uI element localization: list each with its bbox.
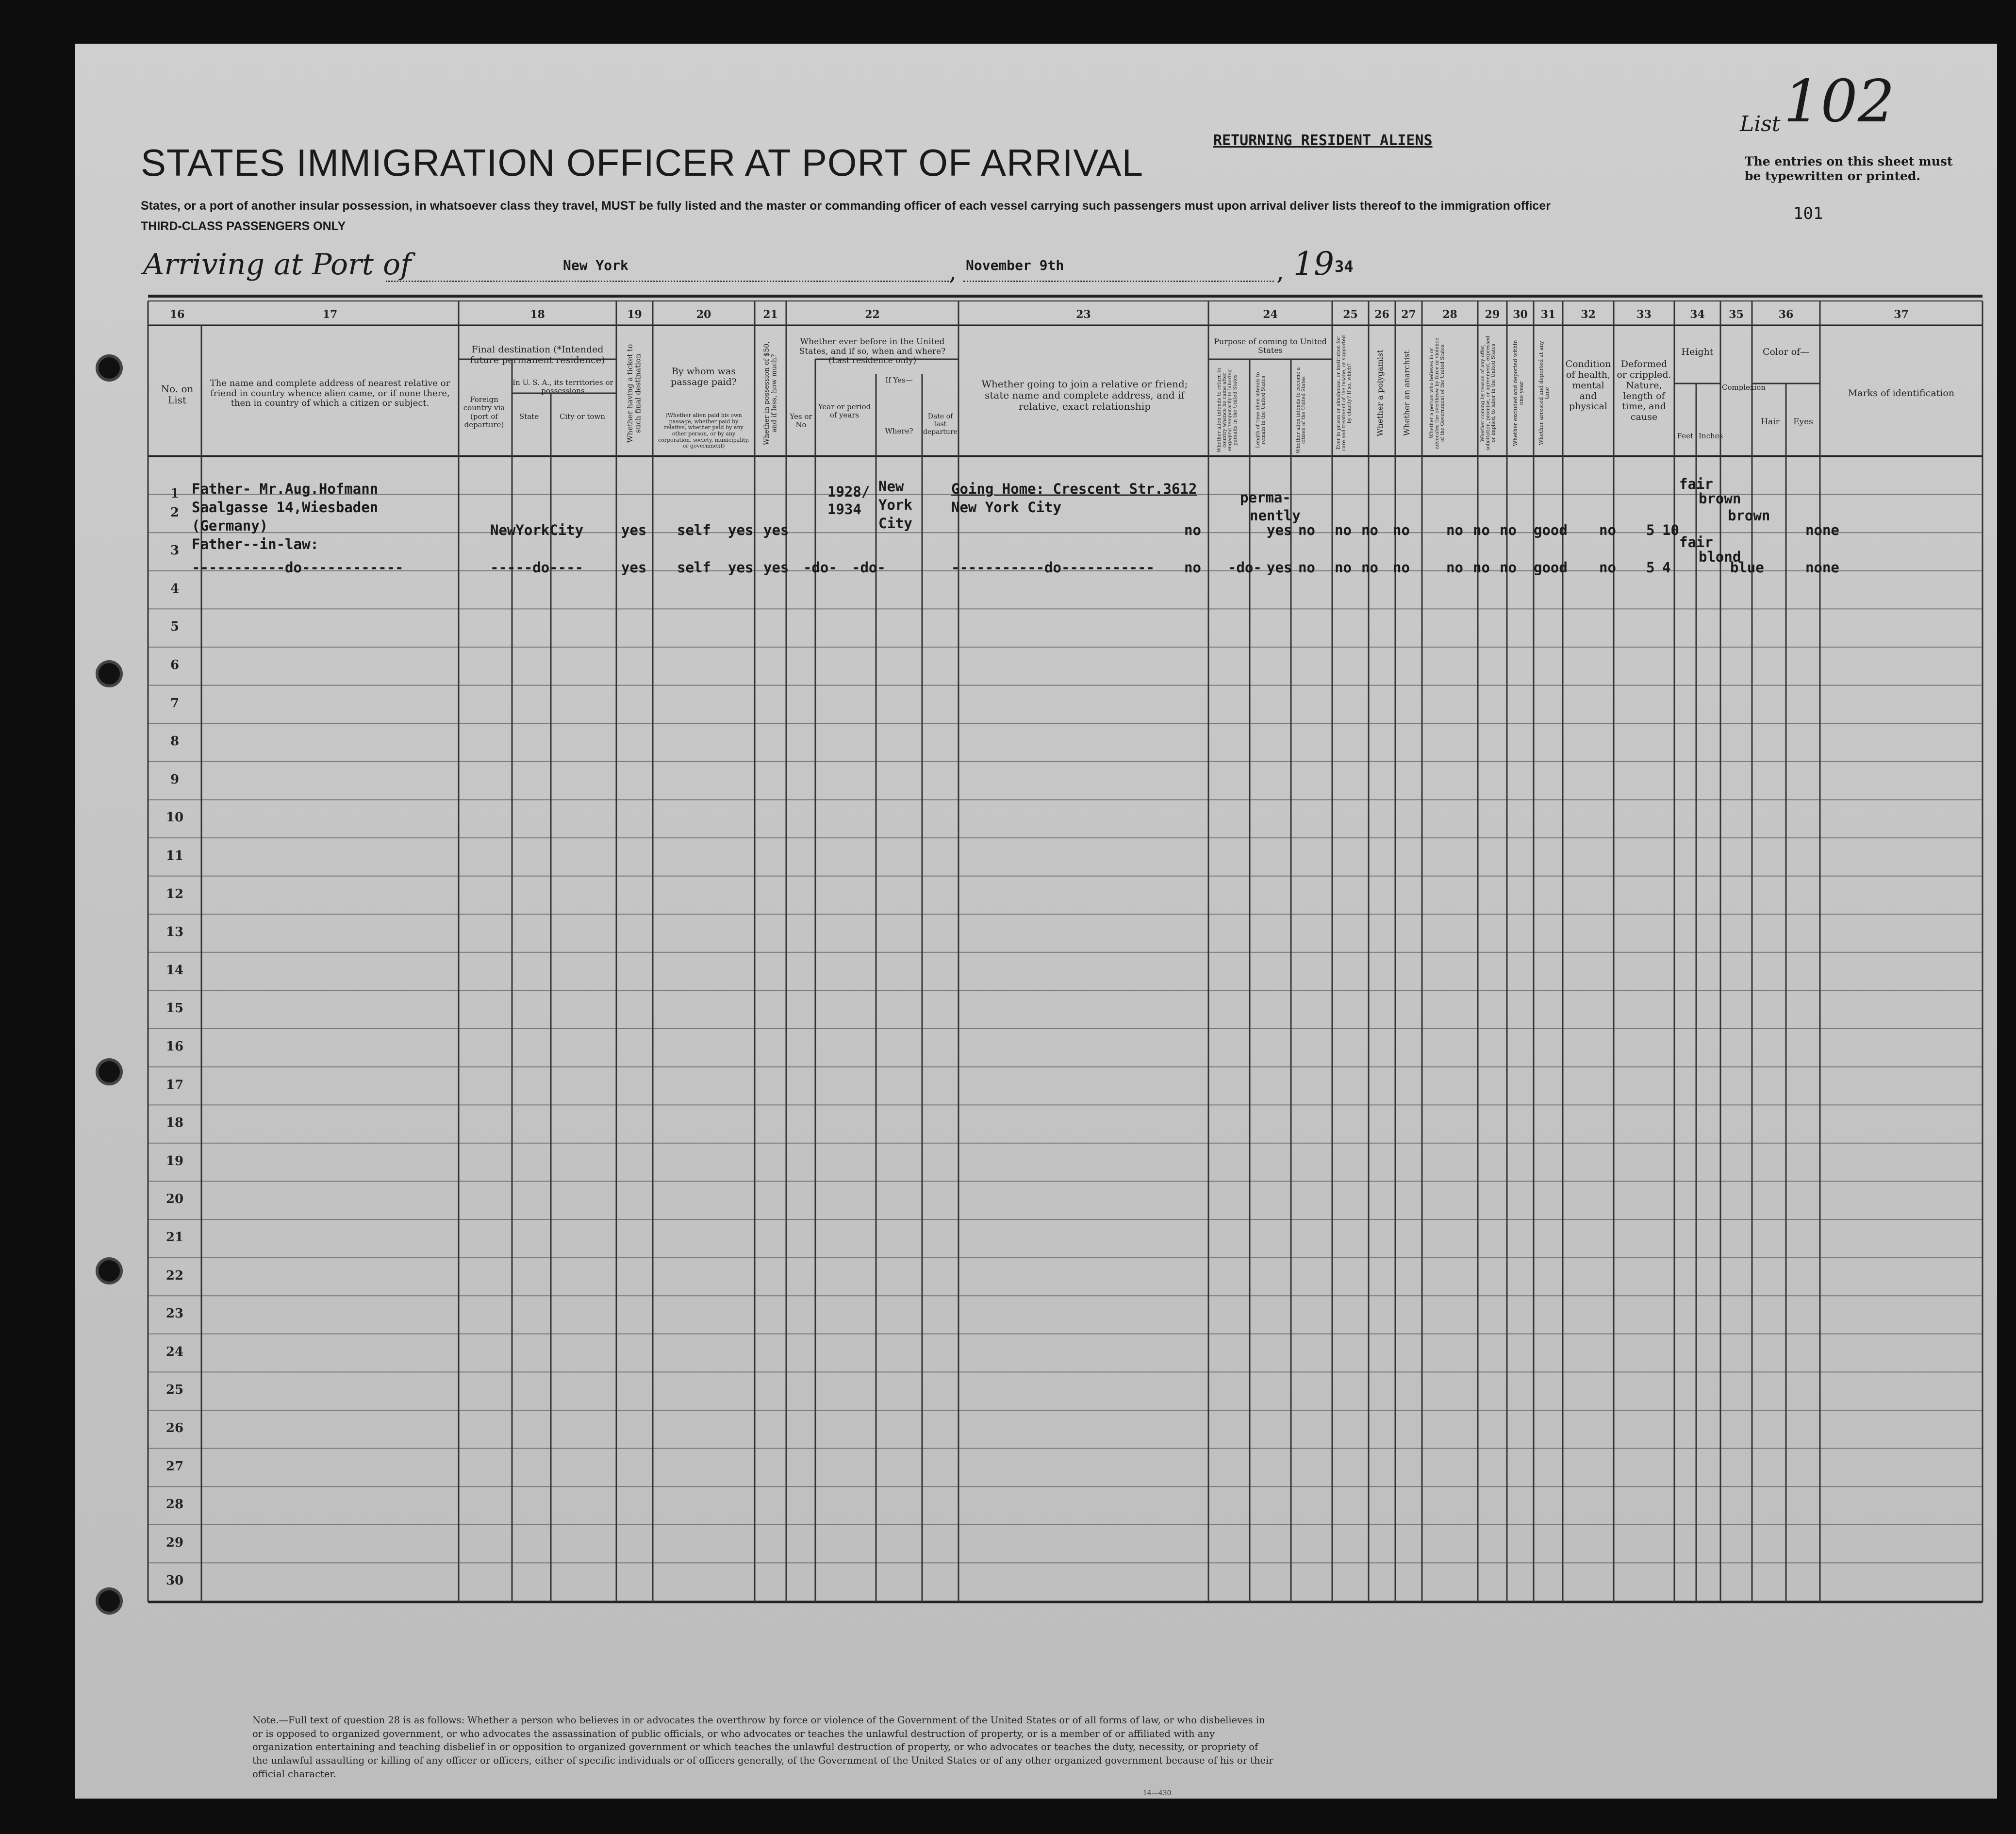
form-grid bbox=[75, 44, 1997, 1799]
header-by-whom-note: (Whether alien paid his own passage, whether paid by relative, whether paid by any other person, or by any corporation, society, municipality, or government) bbox=[658, 412, 749, 450]
date-field: November 9th bbox=[966, 257, 1064, 273]
row1-offer: no bbox=[1446, 522, 1463, 538]
col-num: 28 bbox=[1442, 308, 1457, 321]
row1-deformed: no bbox=[1599, 522, 1616, 538]
header-purpose-length: Length of time alien intends to remain in the United States bbox=[1256, 372, 1266, 449]
row-number: 7 bbox=[170, 696, 180, 711]
row-number: 8 bbox=[170, 734, 180, 749]
row1-deported: no bbox=[1500, 522, 1517, 538]
row-number: 24 bbox=[165, 1344, 184, 1359]
row2-ticket: yes bbox=[621, 559, 647, 576]
header-inches: Inches bbox=[1699, 432, 1723, 440]
row-number: 27 bbox=[165, 1459, 184, 1474]
header-deformed: Deformed or crippled. Nature, length of time, and cause bbox=[1617, 359, 1671, 423]
row2-where: -do- bbox=[852, 559, 886, 576]
row1-hair: brown bbox=[1699, 490, 1741, 507]
row2-destination: -----do---- bbox=[490, 559, 584, 576]
header-date-last: Date of last departure bbox=[923, 413, 958, 436]
row2-excluded: no bbox=[1473, 559, 1490, 576]
row-number: 29 bbox=[165, 1535, 184, 1550]
col-num: 34 bbox=[1690, 308, 1705, 321]
row-number: 2 bbox=[170, 505, 180, 520]
row-number: 26 bbox=[165, 1421, 184, 1435]
header-height: Height bbox=[1681, 347, 1714, 357]
row2-complexion: fair bbox=[1679, 534, 1713, 550]
header-anarchist: Whether an anarchist bbox=[1402, 350, 1411, 436]
row2-marks: none bbox=[1805, 559, 1839, 576]
row2-relative-header: Father--in-law: bbox=[192, 536, 319, 552]
row-number: 23 bbox=[165, 1306, 184, 1321]
header-excluded: Whether excluded and deported within one year bbox=[1512, 340, 1525, 447]
header-hair: Hair bbox=[1761, 417, 1780, 427]
row1-join-line1: Going Home: Crescent Str.3612 bbox=[951, 481, 1197, 497]
header-health: Condition of health, mental and physical bbox=[1565, 359, 1611, 412]
row1-inches: 10 bbox=[1662, 522, 1679, 538]
row-number: 1 bbox=[170, 486, 180, 501]
row1-relative-line1: Father- Mr.Aug.Hofmann bbox=[192, 481, 379, 497]
row1-join-line2: New York City bbox=[951, 499, 1061, 516]
returning-aliens-stamp: RETURNING RESIDENT ALIENS bbox=[1213, 132, 1433, 149]
header-by-whom: By whom was passage paid? bbox=[671, 366, 737, 387]
row-number: 5 bbox=[170, 619, 180, 634]
row1-destination: NewYorkCity bbox=[490, 522, 584, 538]
row1-health: good bbox=[1534, 522, 1568, 538]
col-num: 23 bbox=[1076, 308, 1091, 321]
header-feet: Feet bbox=[1677, 432, 1694, 440]
row2-citizen: yes bbox=[1267, 559, 1292, 576]
col-num: 22 bbox=[865, 308, 880, 321]
row1-anarchist: no bbox=[1361, 522, 1378, 538]
col-num: 32 bbox=[1581, 308, 1596, 321]
row-number: 25 bbox=[165, 1383, 184, 1398]
row2-hair: blond bbox=[1699, 549, 1741, 565]
header-nearest-relative: The name and complete address of nearest relative or friend in country whence alien came, or if none there, then in country of which a citizen or subject. bbox=[210, 378, 450, 409]
comma: , bbox=[949, 257, 957, 285]
row2-join: -----------do----------- bbox=[951, 559, 1155, 576]
row1-purpose-length-1: perma- bbox=[1240, 489, 1291, 506]
row1-where-1: New bbox=[878, 478, 904, 495]
header-ever-before: Whether ever before in the United States, and if so, when and where? (Last residence only) bbox=[799, 337, 946, 366]
header-marks: Marks of identification bbox=[1848, 388, 1955, 399]
header-complexion: Complexion bbox=[1722, 383, 1766, 392]
row2-eyes: blue bbox=[1730, 559, 1764, 576]
header-no-on-list: No. on List bbox=[161, 383, 194, 406]
row1-ever-before: yes bbox=[763, 522, 789, 538]
row2-feet: 5 bbox=[1646, 559, 1655, 576]
row-number: 13 bbox=[165, 925, 184, 940]
row1-eyes: brown bbox=[1728, 507, 1770, 524]
row-number: 3 bbox=[170, 543, 180, 558]
col-num: 20 bbox=[696, 308, 711, 321]
col-num: 36 bbox=[1778, 308, 1794, 321]
col-num: 19 bbox=[627, 308, 642, 321]
header-prison: Ever in prison or almshouse, or institution for care and treatment of the insane, or supported by charity? If so, which? bbox=[1336, 335, 1352, 451]
col-num: 29 bbox=[1485, 308, 1500, 321]
port-field: New York bbox=[563, 257, 628, 273]
row1-purpose-length-2: nently bbox=[1250, 507, 1301, 524]
row-number: 17 bbox=[165, 1077, 184, 1092]
col-num: 18 bbox=[530, 308, 545, 321]
header-final-destination: Final destination (*Intended future permanent residence) bbox=[470, 344, 605, 366]
row-number: 21 bbox=[165, 1230, 184, 1245]
row2-paid-by: self bbox=[677, 559, 711, 576]
row-number: 28 bbox=[165, 1497, 184, 1512]
col-num: 24 bbox=[1263, 308, 1278, 321]
row2-purpose-return: no bbox=[1184, 559, 1201, 576]
row-number: 19 bbox=[165, 1153, 184, 1168]
manifest-page bbox=[75, 44, 1997, 1799]
header-color-of: Color of— bbox=[1762, 347, 1810, 357]
row2-purpose-length: -do- bbox=[1228, 559, 1262, 576]
row2-period: -do- bbox=[803, 559, 837, 576]
arriving-label: Arriving at Port of bbox=[143, 248, 412, 282]
row-number: 15 bbox=[165, 1001, 184, 1016]
subtitle: States, or a port of another insular possession, in whatsoever class they travel, MUST be fully listed and the master or commanding officer of each vessel carrying such passengers must upon arrival deliver lists thereof to the immigration officer bbox=[141, 199, 1551, 213]
header-polygamist: Whether a polygamist bbox=[1375, 350, 1385, 437]
row1-polygamist: no bbox=[1335, 522, 1352, 538]
header-possession-50: Whether in possession of $50, and if less, how much? bbox=[763, 341, 778, 445]
row2-overthrow: no bbox=[1393, 559, 1410, 576]
row2-anarchist: no bbox=[1361, 559, 1378, 576]
header-going-to-join: Whether going to join a relative or friend; state name and complete address, and if relative, exact relationship bbox=[981, 378, 1188, 412]
row2-polygamist: no bbox=[1335, 559, 1352, 576]
form-number: 14—430 bbox=[1143, 1789, 1172, 1797]
col-num: 37 bbox=[1894, 308, 1909, 321]
row2-deported: no bbox=[1500, 559, 1517, 576]
col-num: 30 bbox=[1513, 308, 1528, 321]
row-number: 9 bbox=[170, 772, 180, 787]
instruction-note: The entries on this sheet must be typewritten or printed. bbox=[1745, 154, 1953, 183]
row2-inches: 4 bbox=[1662, 559, 1671, 576]
row1-relative-line3: (Germany) bbox=[192, 517, 268, 534]
col-num: 26 bbox=[1374, 308, 1389, 321]
year-suffix: 34 bbox=[1335, 257, 1354, 276]
header-deported: Whether arrested and deported at any time bbox=[1538, 341, 1551, 446]
row2-health: good bbox=[1534, 559, 1568, 576]
row-number: 30 bbox=[165, 1573, 184, 1588]
header-purpose-return: Whether alien intends to return to country whence he came after engaging temporarily in laboring pursuits in the United States bbox=[1217, 367, 1238, 453]
row1-excluded: no bbox=[1473, 522, 1490, 538]
row-number: 20 bbox=[165, 1192, 184, 1207]
row-number: 11 bbox=[165, 849, 184, 863]
header-ticket: Whether having a ticket to such final destination bbox=[626, 344, 643, 443]
row1-relative-line2: Saalgasse 14,Wiesbaden bbox=[192, 499, 379, 516]
row2-offer: no bbox=[1446, 559, 1463, 576]
col-num: 27 bbox=[1401, 308, 1416, 321]
class-line: THIRD-CLASS PASSENGERS ONLY bbox=[141, 219, 346, 233]
row1-complexion: fair bbox=[1679, 476, 1713, 492]
list-number: 102 bbox=[1784, 68, 1895, 135]
col-num: 25 bbox=[1343, 308, 1358, 321]
year-prefix: 19 bbox=[1293, 245, 1334, 283]
header-where: Where? bbox=[885, 427, 913, 435]
row1-where-2: York bbox=[878, 497, 912, 513]
header-eyes: Eyes bbox=[1793, 417, 1813, 427]
header-overthrow: Whether a person who believes in or advocates the overthrow by force or violence of the Government of the United States bbox=[1429, 337, 1445, 449]
header-year-period: Year or period of years bbox=[818, 402, 871, 420]
footer-note: Note.—Full text of question 28 is as follows: Whether a person who believes in or advocates the overthrow by force or violence of the Government of the United States or of all forms of law, or who disbelieves in or is opposed to organized government, or who advocates the assassination of public officials, or who advocates or teaches the unlawful destruction of property, or is a member of or affiliated with any organization entertaining and teaching disbelief in or opposition to organized government or which teaches the unlawful destruction of property, or who advocates or teaches the duty, necessity, or propriety of the unlawful assaulting or killing of any officer or officers, either of specific individuals or of officers generally, of the Government of the United States or of any other organized government because of his or their official character. bbox=[252, 1715, 1273, 1780]
col-num: 21 bbox=[763, 308, 778, 321]
row1-has-50: yes bbox=[728, 522, 754, 538]
list-label: List bbox=[1740, 112, 1781, 136]
row1-purpose-return: no bbox=[1184, 522, 1201, 538]
row1-feet: 5 bbox=[1646, 522, 1655, 538]
col-num: 35 bbox=[1729, 308, 1744, 321]
row-number: 14 bbox=[165, 963, 184, 978]
row-number: 18 bbox=[165, 1116, 184, 1131]
header-purpose-citizen: Whether alien intends to become a citizen of the United States bbox=[1296, 367, 1306, 453]
header-state: State bbox=[519, 412, 539, 421]
row2-relative: -----------do------------ bbox=[192, 559, 404, 576]
header-in-usa: In U. S. A., its territories or possessions bbox=[512, 378, 613, 396]
row1-paid-by: self bbox=[677, 522, 711, 538]
col-num: 33 bbox=[1636, 308, 1652, 321]
header-yes-no: Yes or No bbox=[790, 412, 812, 430]
header-offer: Whether coming by reason of any offer, solicitation, promise, or agreement, expressed or implied, to labor in the United States bbox=[1480, 335, 1496, 451]
row2-prison: no bbox=[1298, 559, 1315, 576]
header-if-yes: If Yes— bbox=[885, 376, 913, 384]
header-city: City or town bbox=[559, 412, 606, 421]
row2-has-50: yes bbox=[728, 559, 754, 576]
row-number: 22 bbox=[165, 1268, 184, 1283]
typed-number: 101 bbox=[1793, 204, 1823, 223]
row2-deformed: no bbox=[1599, 559, 1616, 576]
row-number: 16 bbox=[165, 1039, 184, 1054]
header-foreign-country: Foreign country via (port of departure) bbox=[463, 395, 505, 429]
row1-period: 1928/ 1934 bbox=[827, 484, 870, 518]
row-number: 10 bbox=[165, 810, 184, 825]
col-num: 17 bbox=[322, 308, 338, 321]
row1-where-3: City bbox=[878, 515, 912, 532]
row-number: 12 bbox=[165, 886, 184, 901]
page-title: STATES IMMIGRATION OFFICER AT PORT OF ARRIVAL bbox=[141, 141, 1144, 184]
header-purpose: Purpose of coming to United States bbox=[1214, 337, 1327, 355]
row1-citizen: yes bbox=[1267, 522, 1292, 538]
row2-ever-before: yes bbox=[763, 559, 789, 576]
col-num: 31 bbox=[1540, 308, 1556, 321]
comma: , bbox=[1276, 257, 1284, 285]
row-number: 4 bbox=[170, 581, 180, 596]
row-number: 6 bbox=[170, 658, 180, 672]
row1-prison: no bbox=[1298, 522, 1315, 538]
row1-ticket: yes bbox=[621, 522, 647, 538]
col-num: 16 bbox=[169, 308, 185, 321]
row1-overthrow: no bbox=[1393, 522, 1410, 538]
row1-marks: none bbox=[1805, 522, 1839, 538]
